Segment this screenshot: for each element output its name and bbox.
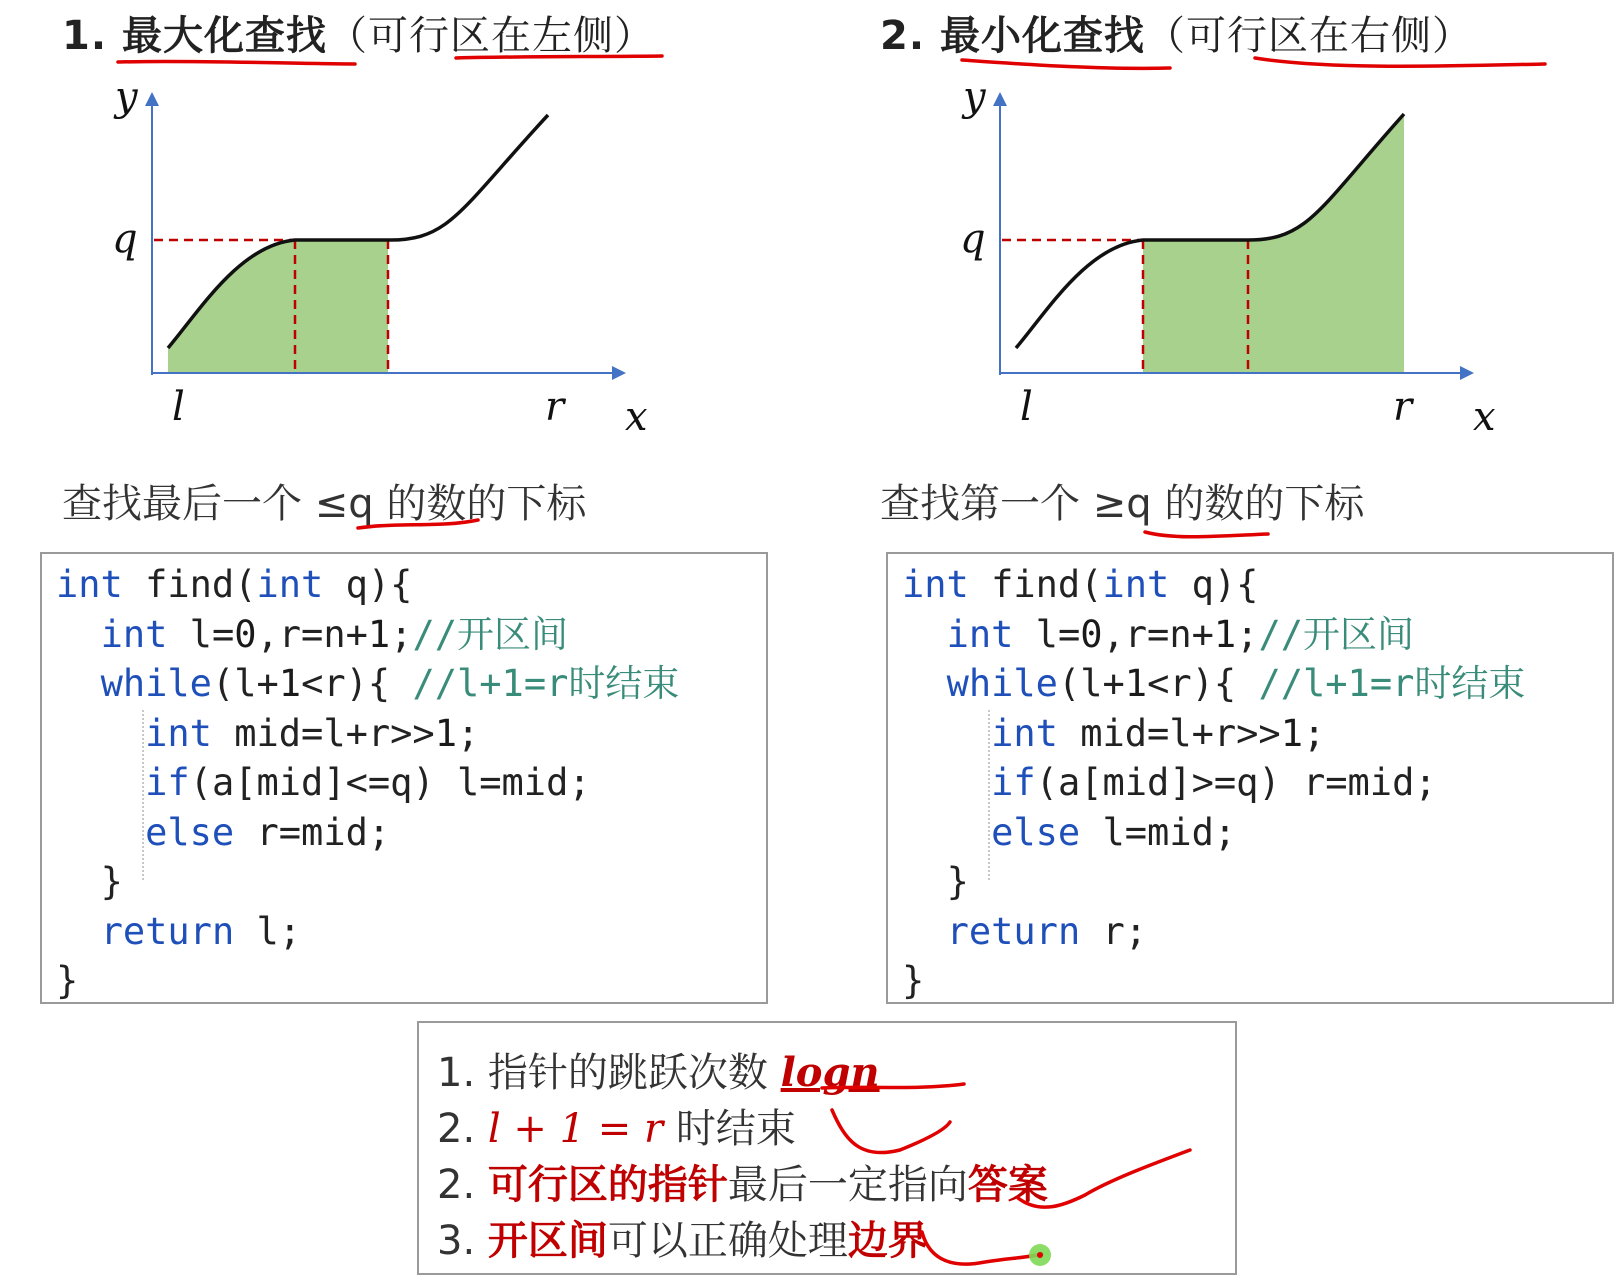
ink-underline-right-desc	[1145, 532, 1268, 537]
code-line: return r;	[946, 909, 1148, 953]
code-line: }	[56, 959, 79, 1002]
left-desc-post: 的数的下标	[386, 481, 587, 527]
note-2-number: 2.	[437, 1106, 488, 1152]
code-line: }	[902, 959, 925, 1002]
right-axis-r-label: r	[1393, 384, 1413, 430]
note-2-text: 时结束	[663, 1106, 796, 1152]
left-x-axis-arrow	[612, 366, 626, 380]
right-title-number: 2.	[880, 13, 926, 59]
code-line: int mid=l+r>>1;	[991, 711, 1326, 755]
left-y-axis-arrow	[145, 92, 159, 106]
note-3-text: 最后一定指向	[727, 1162, 968, 1208]
right-y-axis-arrow	[993, 92, 1007, 106]
left-title-paren-open: （	[326, 13, 368, 59]
ink-underline-left-title	[118, 61, 355, 64]
code-line: int l=0,r=n+1;//开区间	[100, 612, 569, 656]
note-3-red-1: 可行区的指针	[487, 1162, 728, 1208]
right-title-paren-close: ）	[1431, 13, 1473, 59]
code-line: int find(int q){	[902, 563, 1259, 606]
right-desc-post: 的数的下标	[1164, 481, 1365, 527]
right-code-box	[886, 552, 1614, 1004]
left-title-main: 最大化查找	[121, 13, 327, 59]
right-feasible-area	[1143, 114, 1404, 373]
note-3-number: 2.	[437, 1162, 488, 1208]
note-2-math: l + 1 = r	[487, 1106, 664, 1152]
left-axis-r-label: r	[545, 384, 565, 430]
right-desc-pre: 查找第一个	[880, 481, 1080, 527]
code-line: return l;	[100, 909, 302, 953]
right-x-axis-arrow	[1460, 366, 1474, 380]
ink-underline-right-title	[962, 60, 1170, 68]
note-4	[437, 1209, 928, 1266]
left-graph	[90, 70, 650, 450]
code-line: int mid=l+r>>1;	[145, 711, 480, 755]
right-axis-y-label: y	[963, 74, 986, 120]
left-panel-title	[62, 4, 655, 61]
note-1-text: 指针的跳跃次数	[487, 1050, 781, 1096]
code-line: while(l+1<r){ //l+1=r时结束	[100, 662, 680, 705]
left-description	[62, 472, 586, 529]
note-3-red-2: 答案	[967, 1162, 1048, 1208]
notes-box	[417, 1021, 1237, 1275]
code-line: else r=mid;	[145, 810, 391, 854]
code-line: if(a[mid]>=q) r=mid;	[991, 761, 1437, 804]
code-line: while(l+1<r){ //l+1=r时结束	[946, 662, 1526, 705]
left-title-number: 1.	[62, 13, 108, 59]
left-axis-l-label: l	[172, 384, 185, 430]
note-1	[437, 1041, 880, 1098]
right-panel-title	[880, 4, 1473, 61]
right-axis-l-label: l	[1020, 384, 1033, 430]
code-line: int find(int q){	[56, 563, 413, 606]
left-title-paren-close: ）	[613, 13, 655, 59]
note-3	[437, 1153, 1048, 1210]
note-4-red-1: 开区间	[487, 1218, 608, 1264]
left-title-paren-text: 可行区在左侧	[367, 13, 614, 59]
note-1-number: 1.	[437, 1050, 488, 1096]
right-title-main: 最小化查找	[939, 13, 1145, 59]
right-title-paren-text: 可行区在右侧	[1185, 13, 1432, 59]
code-line: if(a[mid]<=q) l=mid;	[145, 761, 591, 804]
right-code	[902, 560, 1525, 1006]
note-4-number: 3.	[437, 1218, 488, 1264]
left-desc-mid: ≤q	[314, 481, 374, 527]
code-line: int l=0,r=n+1;//开区间	[946, 612, 1415, 656]
code-line: }	[100, 860, 123, 903]
left-axis-y-label: y	[115, 74, 138, 120]
left-code-box	[40, 552, 768, 1004]
right-axis-q-label: q	[960, 216, 986, 262]
note-4-text: 可以正确处理	[607, 1218, 848, 1264]
code-line: }	[946, 860, 969, 903]
right-description	[880, 472, 1364, 529]
right-desc-mid: ≥q	[1092, 481, 1152, 527]
left-axis-x-label: x	[625, 394, 648, 440]
note-4-red-2: 边界	[847, 1218, 928, 1264]
left-code	[56, 560, 679, 1006]
note-1-math: logn	[780, 1049, 880, 1096]
right-graph	[938, 70, 1498, 450]
right-title-paren-open: （	[1144, 13, 1186, 59]
left-axis-q-label: q	[112, 216, 138, 262]
code-line: else l=mid;	[991, 810, 1237, 854]
left-desc-pre: 查找最后一个	[62, 481, 302, 527]
note-2	[437, 1097, 796, 1154]
right-axis-x-label: x	[1473, 394, 1496, 440]
